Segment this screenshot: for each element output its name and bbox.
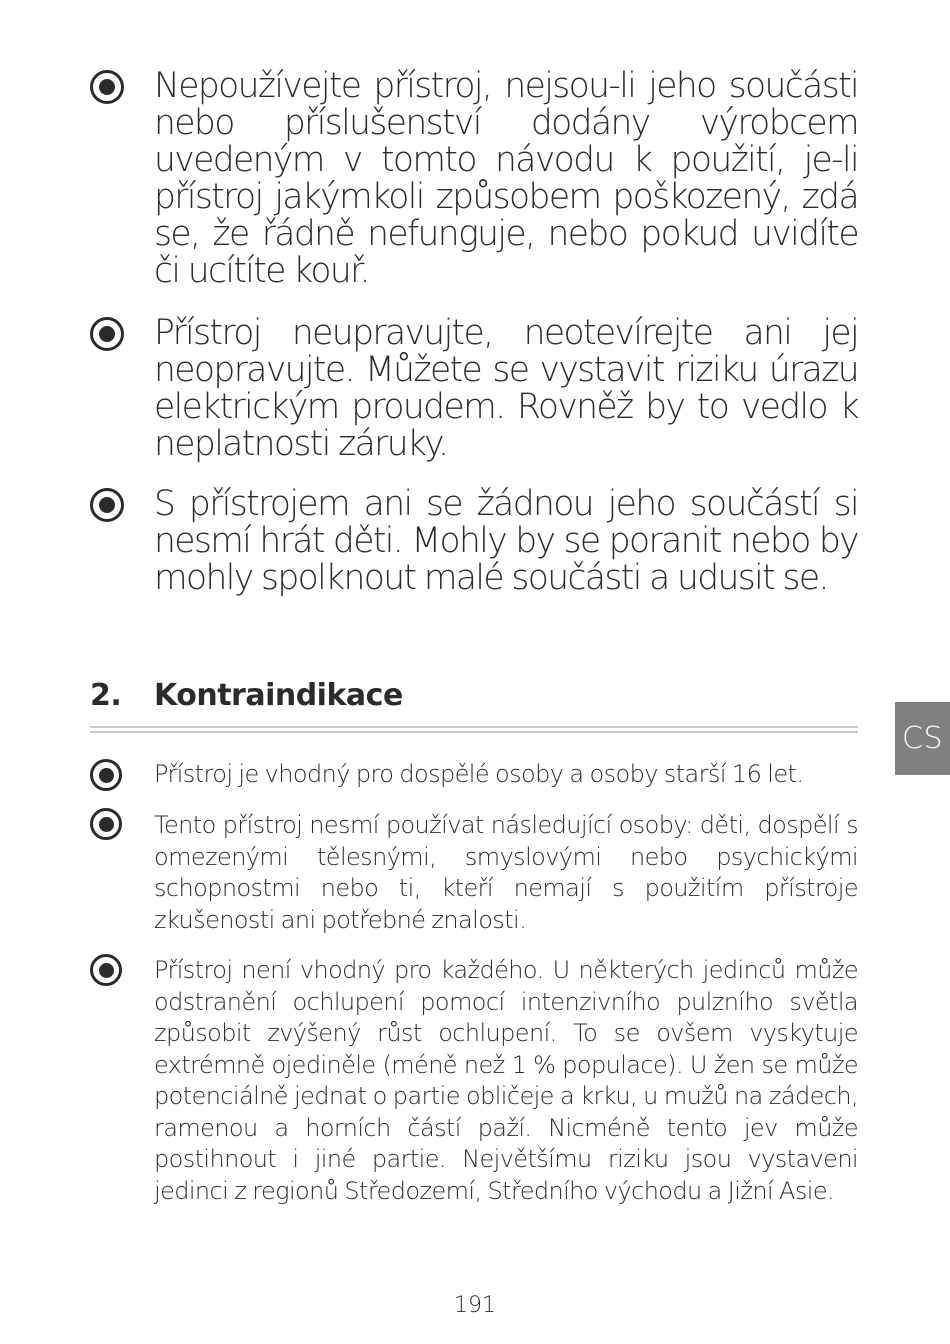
- contraindication-paragraph: Tento přístroj nesmí používat následující osoby: děti, dospělí s omezenými tělesnými, smyslovými nebo psychickými schopnostmi nebo ti, kteří nemají s použitím přístroje zkušenosti ani potřebné znalosti.: [154, 811, 858, 934]
- section-divider: [90, 731, 858, 733]
- section-divider: [90, 726, 858, 728]
- section-title: Kontraindikace: [154, 678, 403, 713]
- contraindication-paragraph: Přístroj je vhodný pro dospělé osoby a osoby starší 16 let.: [154, 760, 804, 788]
- bullet-icon: [90, 317, 124, 351]
- section-heading: [90, 676, 790, 716]
- section-number: 2.: [90, 678, 122, 713]
- contraindication-paragraph: Přístroj není vhodný pro každého. U některých jedinců může odstranění ochlupení pomocí intenzivního pulzního světla způsobit zvýšený růst ochlupení. To se ovšem vyskytuje extrémně ojediněle (méně než 1 % populace). U žen se může potenciálně jednat o partie obličeje a krku, u mužů na zádech, ramenou a horních částí paží. Nicméně tento jev může postihnout i jiné partie. Největšímu riziku jsou vystaveni jedinci z regionů Středozemí, Středního východu a Jižní Asie.: [154, 956, 858, 1205]
- bullet-icon: [90, 759, 122, 791]
- warning-paragraph: Přístroj neupravujte, neotevírejte ani jej neopravujte. Můžete se vystavit riziku úrazu elektrickým proudem. Rovněž by to vedlo k neplatnosti záruky.: [154, 313, 858, 464]
- bullet-icon: [90, 70, 124, 104]
- page-number: 191: [454, 1293, 496, 1318]
- warning-paragraph: S přístrojem ani se žádnou jeho součástí si nesmí hrát děti. Mohly by se poranit nebo by mohly spolknout malé součásti a udusit se.: [154, 484, 858, 598]
- language-tab: CS: [895, 702, 950, 775]
- warning-paragraph: Nepoužívejte přístroj, nejsou-li jeho součásti nebo příslušenství dodány výrobcem uvedeným v tomto návodu k použití, je-li přístroj jakýmkoli způsobem poškozený, zdá se, že řádně nefunguje, nebo pokud uvidíte či ucítíte kouř.: [154, 66, 858, 291]
- bullet-icon: [90, 954, 122, 986]
- bullet-icon: [90, 808, 122, 840]
- bullet-icon: [90, 488, 124, 522]
